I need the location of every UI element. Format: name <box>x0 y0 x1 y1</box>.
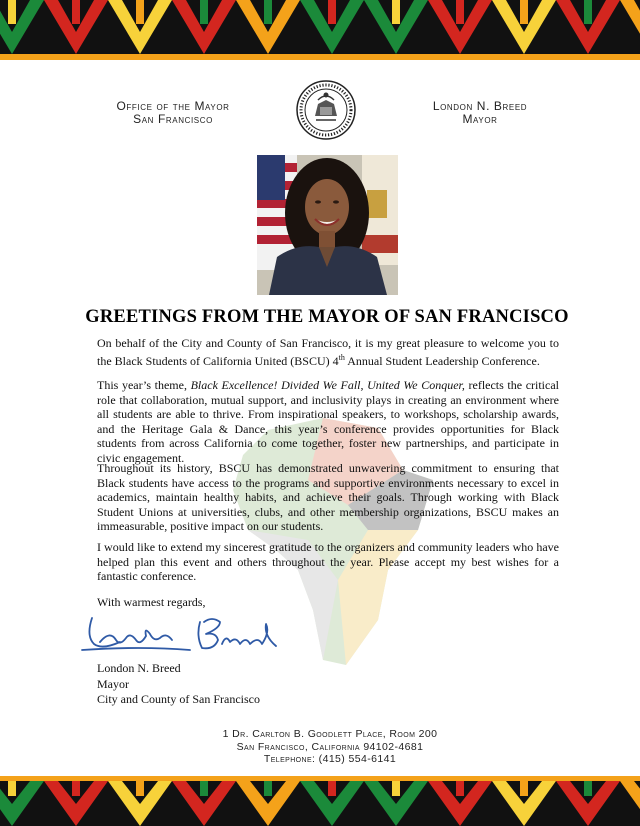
city-line: San Francisco <box>133 112 213 126</box>
mayor-name: London N. Breed <box>432 99 528 113</box>
mayor-signature <box>80 606 290 664</box>
kente-stripe <box>200 781 208 796</box>
city-seal-icon <box>296 80 356 140</box>
office-of-the-mayor-heading <box>78 100 268 126</box>
signoff-org: City and County of San Francisco <box>97 692 260 706</box>
office-line: Office of the Mayor <box>116 99 230 113</box>
p2-text-a: This year’s theme, <box>97 378 191 392</box>
kente-stripe <box>72 0 80 24</box>
kente-stripe <box>456 781 464 796</box>
p1-text-a: On behalf of the City and County of San Francisco, it is my great pleasure to welcome you to the Black Students of California United (BSCU) 4 <box>97 336 559 368</box>
p1-superscript: th <box>338 352 345 362</box>
kente-stripe <box>264 0 272 24</box>
mayor-name-heading <box>385 100 575 126</box>
top-kente-border <box>0 0 640 60</box>
mayor-title: Mayor <box>462 112 498 126</box>
p3-text: Throughout its history, BSCU has demonstrated unwavering commitment to ensuring that Black students have access to the programs and supportive environments necessary to excel in academics, maintain healthy habits, and achieve their goals. Through working with Black Student Unions at universities, clubs, and other membership organizations, BSCU makes an immeasurable, positive impact on our students. <box>97 461 559 534</box>
signoff-title: Mayor <box>97 676 129 691</box>
paragraph-history <box>97 461 559 534</box>
kente-stripe <box>264 781 272 796</box>
kente-stripe <box>200 0 208 24</box>
signoff-name: London N. Breed <box>97 661 181 675</box>
kente-stripe <box>584 781 592 796</box>
kente-stripe <box>584 0 592 24</box>
footer-phone: Telephone: (415) 554-6141 <box>263 753 397 765</box>
bottom-kente-border <box>0 776 640 826</box>
kente-stripe <box>136 0 144 24</box>
letter-title: GREETINGS FROM THE MAYOR OF SAN FRANCISCO <box>85 307 569 327</box>
closing-salutation: With warmest regards, <box>97 595 206 609</box>
paragraph-theme <box>97 378 559 466</box>
paragraph-gratitude <box>97 540 559 584</box>
p4-text: I would like to extend my sincerest gratitude to the organizers and community leaders who have helped plan this event and others throughout the year. Please accept my best wishes for a fantastic conference. <box>97 540 559 584</box>
signoff-block <box>97 661 559 708</box>
kente-stripe <box>8 0 16 24</box>
kente-stripe <box>72 781 80 796</box>
kente-stripe <box>136 781 144 796</box>
kente-stripe <box>328 781 336 796</box>
p1-text-b: Annual Student Leadership Conference. <box>344 353 540 368</box>
kente-stripe <box>328 0 336 24</box>
kente-stripe <box>392 781 400 796</box>
kente-stripe <box>392 0 400 24</box>
footer-address <box>120 728 540 766</box>
conference-theme: Black Excellence! Divided We Fall, United We Conquer, <box>190 378 465 392</box>
footer-city: San Francisco, California 94102-4681 <box>236 740 424 753</box>
p2-text-b: reflects the critical role that collaboration, mutual support, and inclusivity plays in creating an environment where all students are able to thrive. From inspirational speakers, to workshops, scholarship awards, and the Heritage Gala & Dance, this year’s conference provides opportunities for Black students from across California to come together, foster new partnerships, and participate in civic engagement. <box>97 378 559 465</box>
footer-street: 1 Dr. Carlton B. Goodlett Place, Room 200 <box>222 728 438 740</box>
paragraph-welcome <box>97 336 559 368</box>
mayor-portrait <box>257 155 398 295</box>
kente-stripe <box>520 781 528 796</box>
kente-stripe <box>8 781 16 796</box>
kente-stripe <box>456 0 464 24</box>
kente-stripe <box>520 0 528 24</box>
